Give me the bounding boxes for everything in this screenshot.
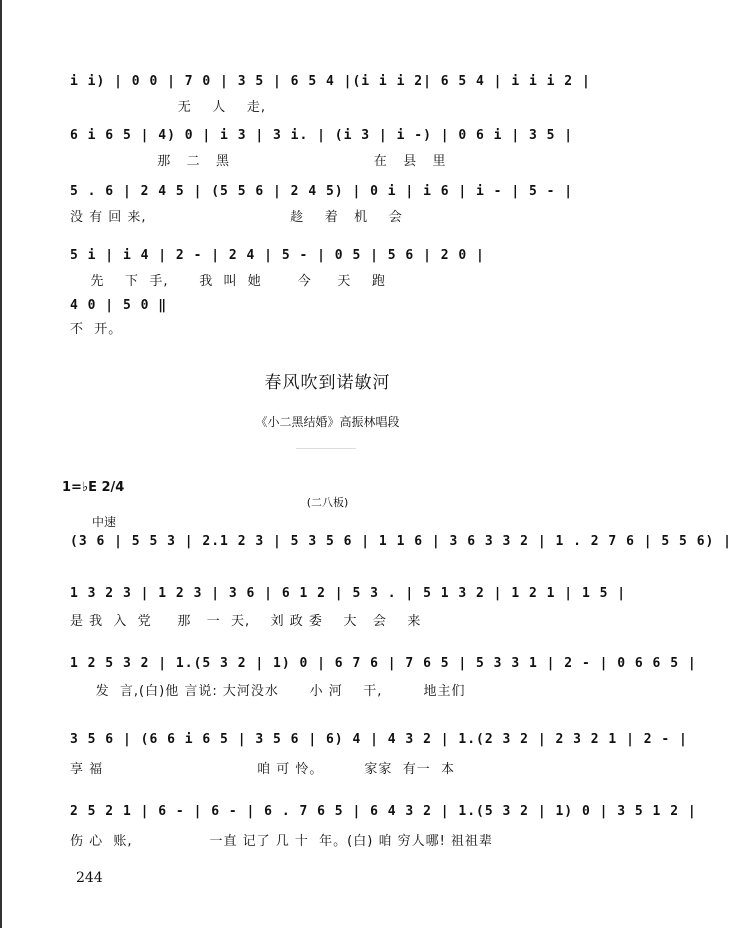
score-line-6 [0,530,732,560]
lyric-line: 发 言,(白)他 言说: 大河没水 小 河 干, 地主们 [70,684,466,699]
lyric-line: 无 人 走, [70,100,266,115]
jianpu-notes: 2 5 2 1 | 6 - | 6 - | 6 . 7 6 5 | 6 4 3 2 | 1.(5 3 2 | 1) 0 | 3 5 1 2 | [70,804,697,819]
score-line-5 [0,294,655,337]
lyric-line: 伤 心 账, 一直 记了 几 十 年。(白) 咱 穷人哪! 祖祖辈 [70,834,493,849]
jianpu-notes: (3 6 | 5 5 3 | 2.1 2 3 | 5 3 5 6 | 1 1 6 | 3 6 3 3 2 | 1 . 2 7 6 | 5 5 6) | [70,534,732,549]
key-signature: 1=♭E 2/4 [62,480,125,495]
jianpu-notes: 5 i | i 4 | 2 - | 2 4 | 5 - | 0 5 | 5 6 | 2 0 | [70,248,485,263]
lyric-line: 那 二 黑 在 县 里 [70,154,447,169]
score-line-8 [0,652,697,699]
lyric-line: 是 我 入 党 那 一 天, 刘 政 委 大 会 来 [70,614,422,629]
score-line-2 [0,124,655,169]
jianpu-notes: 4 0 | 5 0 ‖ [70,298,168,313]
lyric-line: 没 有 回 来, 趁 着 机 会 [70,210,403,225]
song-subtitle: 《小二黑结婚》高振林唱段 [255,415,400,429]
jianpu-notes: 1 3 2 3 | 1 2 3 | 3 6 | 6 1 2 | 5 3 . | 5 1 3 2 | 1 2 1 | 1 5 | [70,586,627,601]
song-title: 春风吹到诺敏河 [264,373,391,393]
score-line-1 [0,70,655,115]
tempo-marking: 中速 [92,515,117,529]
jianpu-notes: i i) | 0 0 | 7 0 | 3 5 | 6 5 4 |(i i i 2| 6 5 4 | i i i 2 | [70,74,591,89]
jianpu-notes: 3 5 6 | (6 6 i 6 5 | 3 5 6 | 6) 4 | 4 3 2 | 1.(2 3 2 | 2 3 2 1 | 2 - | [70,732,688,747]
score-line-10 [0,800,697,849]
lyric-line: 享 福 咱 可 怜。 家家 有一 本 [70,762,455,777]
banshi-label: (二八板) [306,496,349,509]
jianpu-notes: 6 i 6 5 | 4) 0 | i 3 | 3 i. | (i 3 | i -) | 0 6 i | 3 5 | [70,128,574,143]
page-number: 244 [76,870,103,886]
jianpu-notes: 5 . 6 | 2 4 5 | (5 5 6 | 2 4 5) | 0 i | i 6 | i - | 5 - | [70,184,574,199]
score-line-4 [0,244,655,289]
score-line-3 [0,180,655,225]
faint-divider [296,448,356,449]
score-line-7 [0,582,655,629]
jianpu-notes: 1 2 5 3 2 | 1.(5 3 2 | 1) 0 | 6 7 6 | 7 6 5 | 5 3 3 1 | 2 - | 0 6 6 5 | [70,656,697,671]
lyric-line: 不 开。 [70,322,123,337]
score-line-9 [0,728,688,777]
lyric-line: 先 下 手, 我 叫 她 今 天 跑 [70,274,386,289]
